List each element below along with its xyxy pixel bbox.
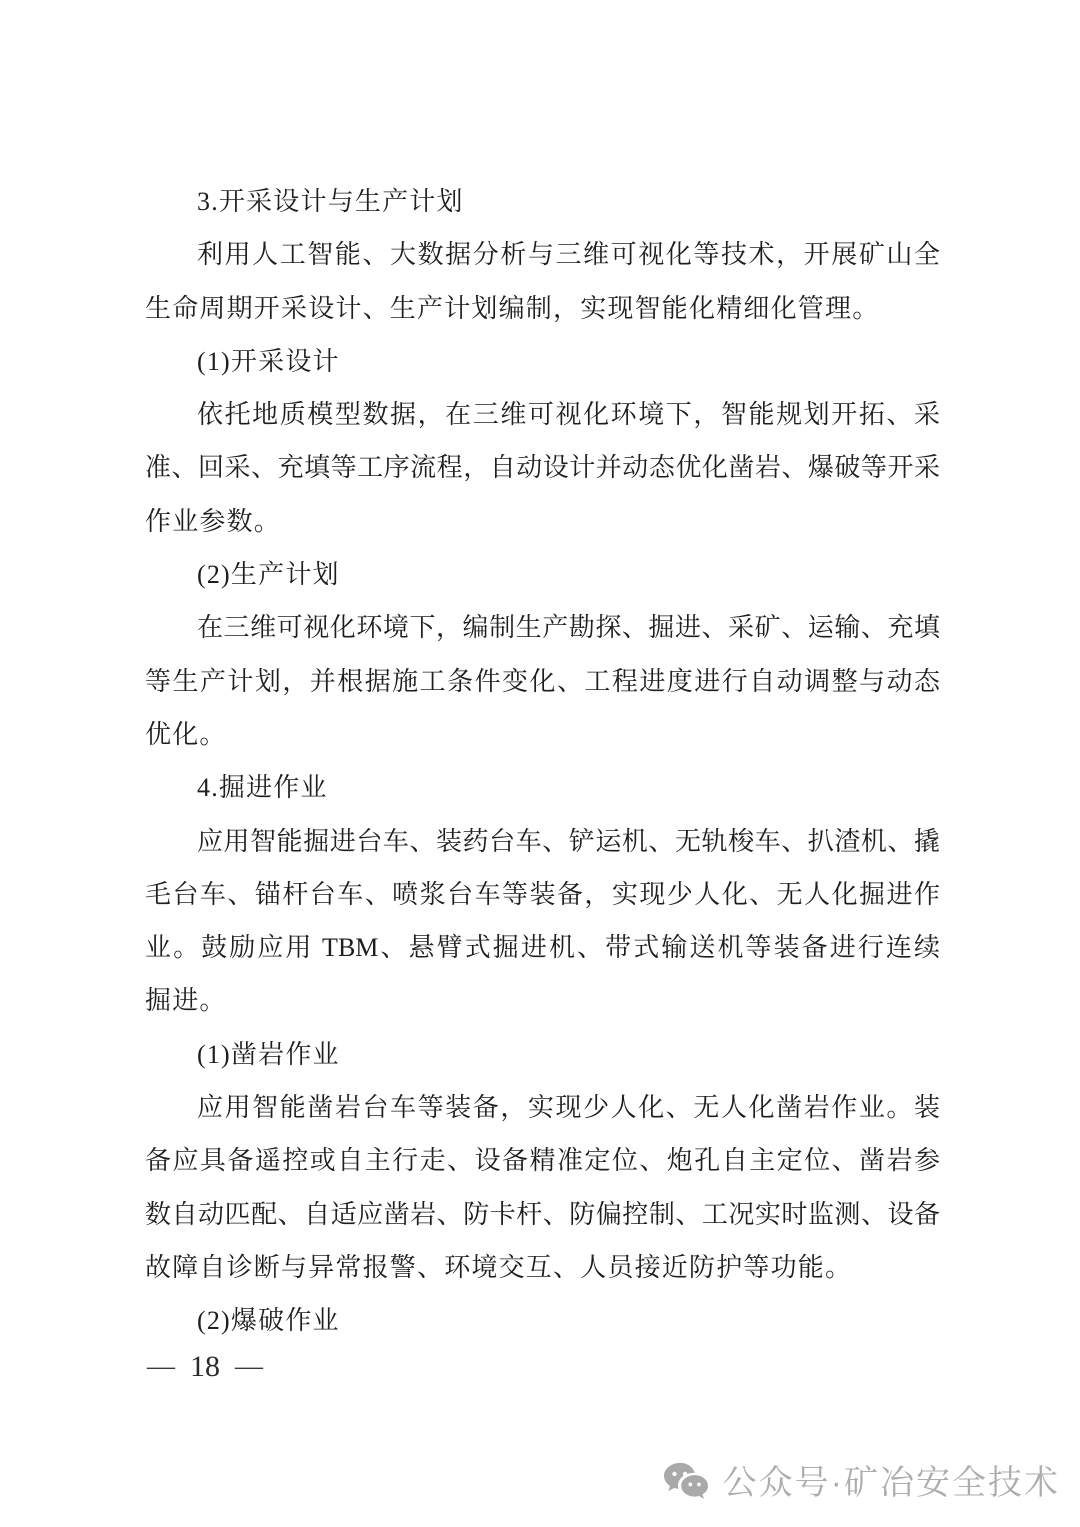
body-text-line: 毛台车、锚杆台车、喷浆台车等装备，实现少人化、无人化掘进作	[145, 879, 940, 909]
section-heading: 4.掘进作业	[197, 773, 328, 803]
body-text-line: 数自动匹配、自适应凿岩、防卡杆、防偏控制、工况实时监测、设备	[145, 1199, 940, 1229]
body-text-line: 等生产计划，并根据施工条件变化、工程进度进行自动调整与动态	[145, 666, 940, 696]
body-text-line: 准、回采、充填等工序流程，自动设计并动态优化凿岩、爆破等开采	[145, 453, 940, 483]
document-body	[145, 175, 940, 1348]
wechat-icon	[661, 1461, 711, 1505]
body-text-line: 业。鼓励应用 TBM、悬臂式掘进机、带式输送机等装备进行连续	[145, 933, 940, 963]
page-number-footer	[147, 1346, 263, 1388]
body-text-line: 应用智能凿岩台车等装备，实现少人化、无人化凿岩作业。装	[197, 1093, 940, 1123]
footer-dash-right: —	[235, 1351, 263, 1382]
watermark-label: 公众号·矿冶安全技术	[722, 1464, 1060, 1502]
wechat-watermark	[661, 1459, 1060, 1507]
body-text-line: 在三维可视化环境下，编制生产勘探、掘进、采矿、运输、充填	[197, 613, 940, 643]
section-heading: 3.开采设计与生产计划	[197, 187, 464, 216]
body-text-line: 作业参数。	[145, 506, 282, 536]
page-number: 18	[190, 1350, 220, 1383]
body-text-line: 优化。	[145, 719, 227, 749]
body-text-line: 掘进。	[145, 986, 227, 1016]
body-text-line: 应用智能掘进台车、装药台车、铲运机、无轨梭车、扒渣机、撬	[197, 826, 940, 856]
body-text-line: 依托地质模型数据，在三维可视化环境下，智能规划开拓、采	[197, 400, 940, 430]
section-heading: (1)凿岩作业	[197, 1039, 340, 1069]
section-heading: (2)生产计划	[197, 560, 340, 590]
body-text-line: 生命周期开采设计、生产计划编制，实现智能化精细化管理。	[145, 293, 880, 323]
section-heading: (1)开采设计	[197, 346, 340, 376]
footer-dash-left: —	[147, 1351, 175, 1382]
body-text-line: 利用人工智能、大数据分析与三维可视化等技术，开展矿山全	[197, 240, 940, 270]
body-text-line: 故障自诊断与异常报警、环境交互、人员接近防护等功能。	[145, 1252, 853, 1282]
body-text-line: 备应具备遥控或自主行走、设备精准定位、炮孔自主定位、凿岩参	[145, 1146, 940, 1176]
section-heading: (2)爆破作业	[197, 1306, 340, 1336]
